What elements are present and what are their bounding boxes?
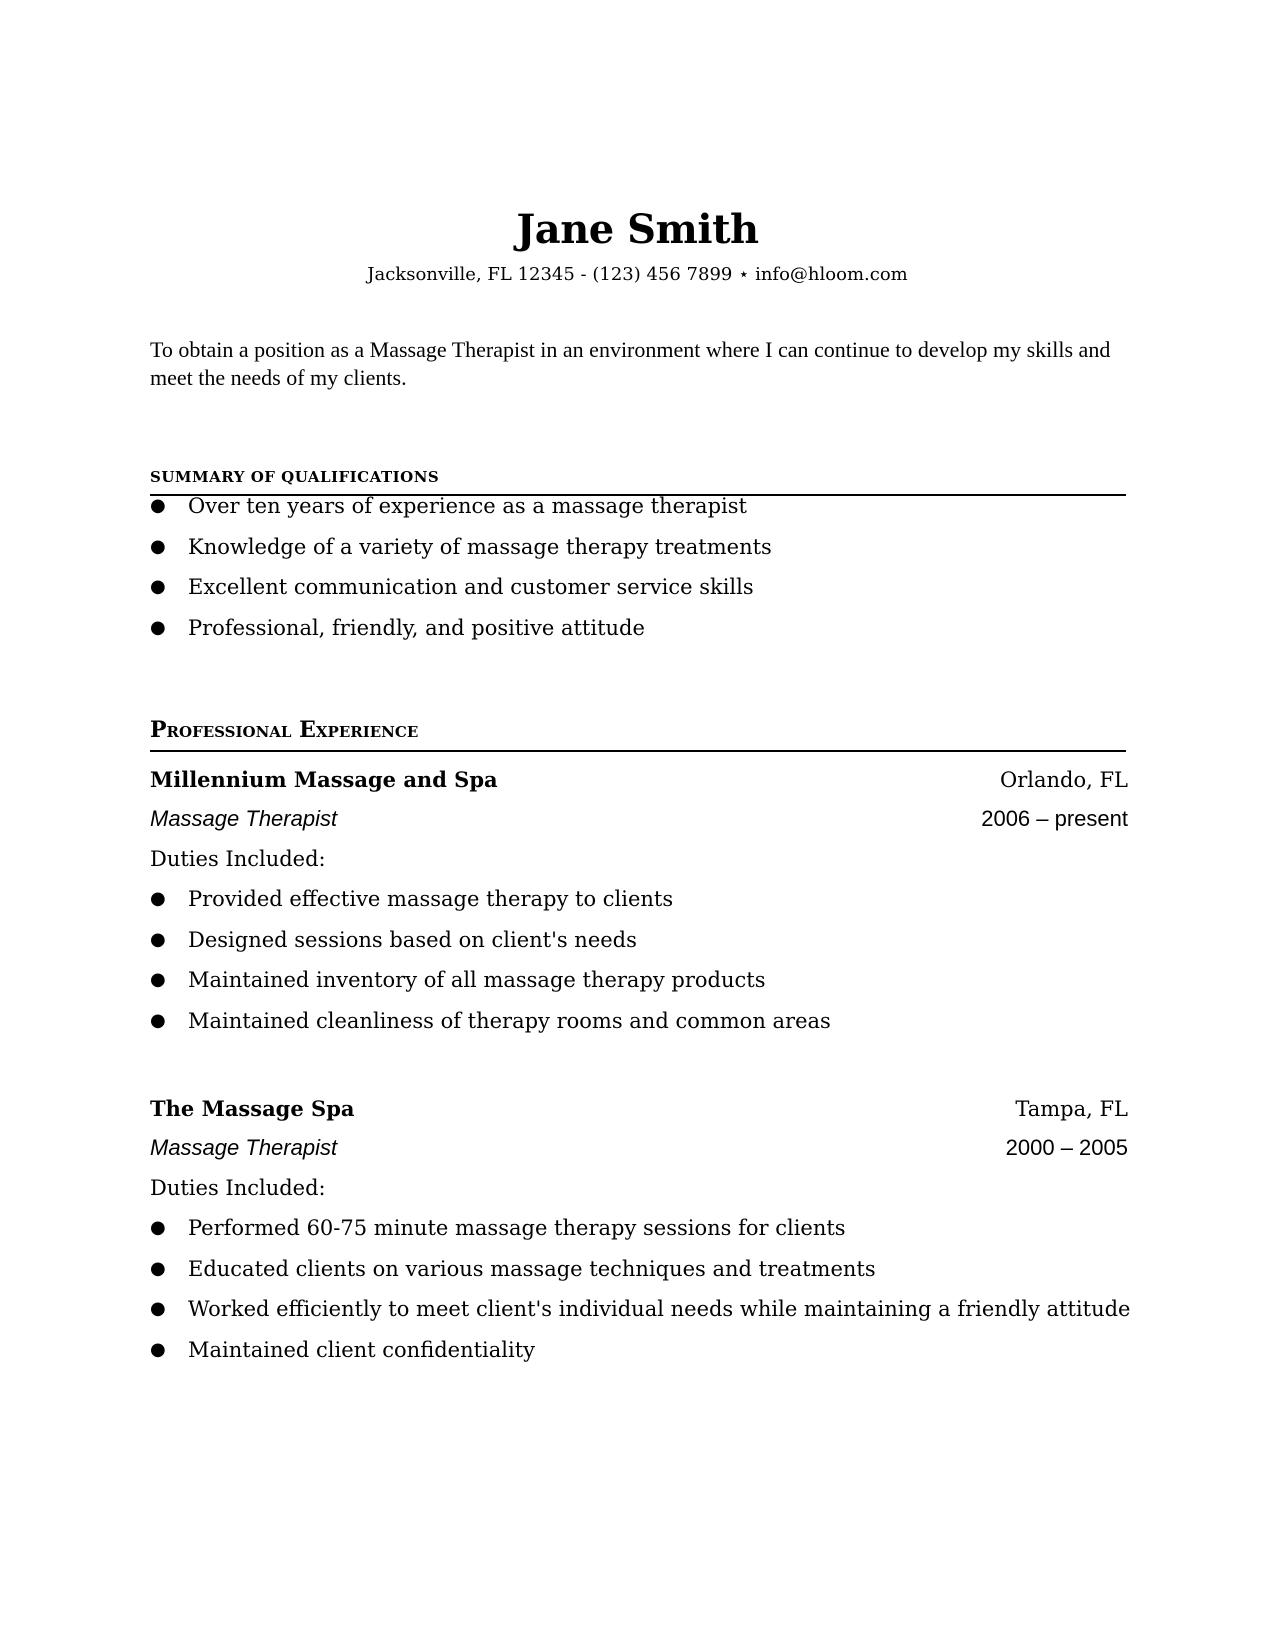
bullet-icon: ●	[150, 1217, 166, 1238]
job-dates: 2000 – 2005	[1005, 1135, 1128, 1160]
list-item-text: Educated clients on various massage techniques and treatments	[188, 1256, 876, 1281]
bullet-icon: ●	[150, 495, 166, 516]
list-item-text: Excellent communication and customer service skills	[188, 575, 754, 599]
list-item	[150, 1008, 1150, 1049]
list-item	[150, 1296, 1150, 1337]
qualifications-heading: SUMMARY OF QUALIFICATIONS	[150, 466, 1126, 496]
list-item	[150, 886, 1150, 927]
list-item	[150, 1337, 1150, 1378]
bullet-icon: ●	[150, 1338, 166, 1360]
job-subheader	[150, 1134, 1128, 1164]
list-item-text: Performed 60-75 minute massage therapy sessions for clients	[188, 1216, 846, 1240]
contact-line: Jacksonville, FL 12345 - (123) 456 7899 ⋆ info@hloom.com	[367, 264, 908, 285]
objective-text: To obtain a position as a Massage Therapist in an environment where I can continue to develop my skills and meet the needs of my clients.	[150, 337, 1111, 390]
list-item-text: Knowledge of a variety of massage therapy treatments	[188, 534, 772, 559]
list-item-text: Maintained inventory of all massage therapy products	[188, 968, 766, 992]
duties-list	[150, 886, 1150, 1048]
job-header	[150, 1095, 1128, 1125]
list-item	[150, 967, 1150, 1008]
bullet-icon: ●	[150, 616, 166, 638]
job-header	[150, 766, 1128, 796]
list-item	[150, 1256, 1150, 1297]
job-title: Massage Therapist	[150, 1135, 338, 1160]
job-dates: 2006 – present	[981, 806, 1128, 831]
list-item	[150, 493, 1150, 534]
job-location: Orlando, FL	[1000, 768, 1128, 792]
bullet-icon: ●	[150, 1009, 166, 1031]
list-item	[150, 534, 1150, 575]
bullet-icon: ●	[150, 576, 166, 597]
bullet-icon: ●	[150, 969, 166, 990]
list-item	[150, 574, 1150, 615]
job-location: Tampa, FL	[1015, 1097, 1128, 1121]
duties-label: Duties Included:	[150, 847, 326, 871]
list-item-text: Over ten years of experience as a massage therapist	[188, 494, 747, 518]
bullet-icon: ●	[150, 1298, 166, 1319]
job-subheader	[150, 805, 1128, 835]
resume-name: Jane Smith	[516, 206, 759, 253]
experience-heading: Professional Experience	[150, 716, 1126, 752]
list-item-text: Professional, friendly, and positive attitude	[188, 615, 645, 640]
list-item	[150, 615, 1150, 656]
list-item-text: Provided effective massage therapy to clients	[188, 887, 674, 911]
list-item	[150, 927, 1150, 968]
list-item-text: Worked efficiently to meet client's individual needs while maintaining a friendly attitude	[188, 1297, 1131, 1321]
qualifications-list	[150, 493, 1150, 655]
duties-label: Duties Included:	[150, 1176, 326, 1200]
bullet-icon: ●	[150, 535, 166, 557]
list-item	[150, 1215, 1150, 1256]
list-item-text: Maintained cleanliness of therapy rooms and common areas	[188, 1008, 831, 1033]
duties-list	[150, 1215, 1150, 1377]
company-name: Millennium Massage and Spa	[150, 767, 498, 792]
job-title: Massage Therapist	[150, 806, 338, 831]
company-name: The Massage Spa	[150, 1096, 355, 1121]
bullet-icon: ●	[150, 1257, 166, 1279]
list-item-text: Maintained client confidentiality	[188, 1337, 536, 1362]
bullet-icon: ●	[150, 888, 166, 909]
list-item-text: Designed sessions based on client's needs	[188, 927, 637, 952]
bullet-icon: ●	[150, 928, 166, 950]
